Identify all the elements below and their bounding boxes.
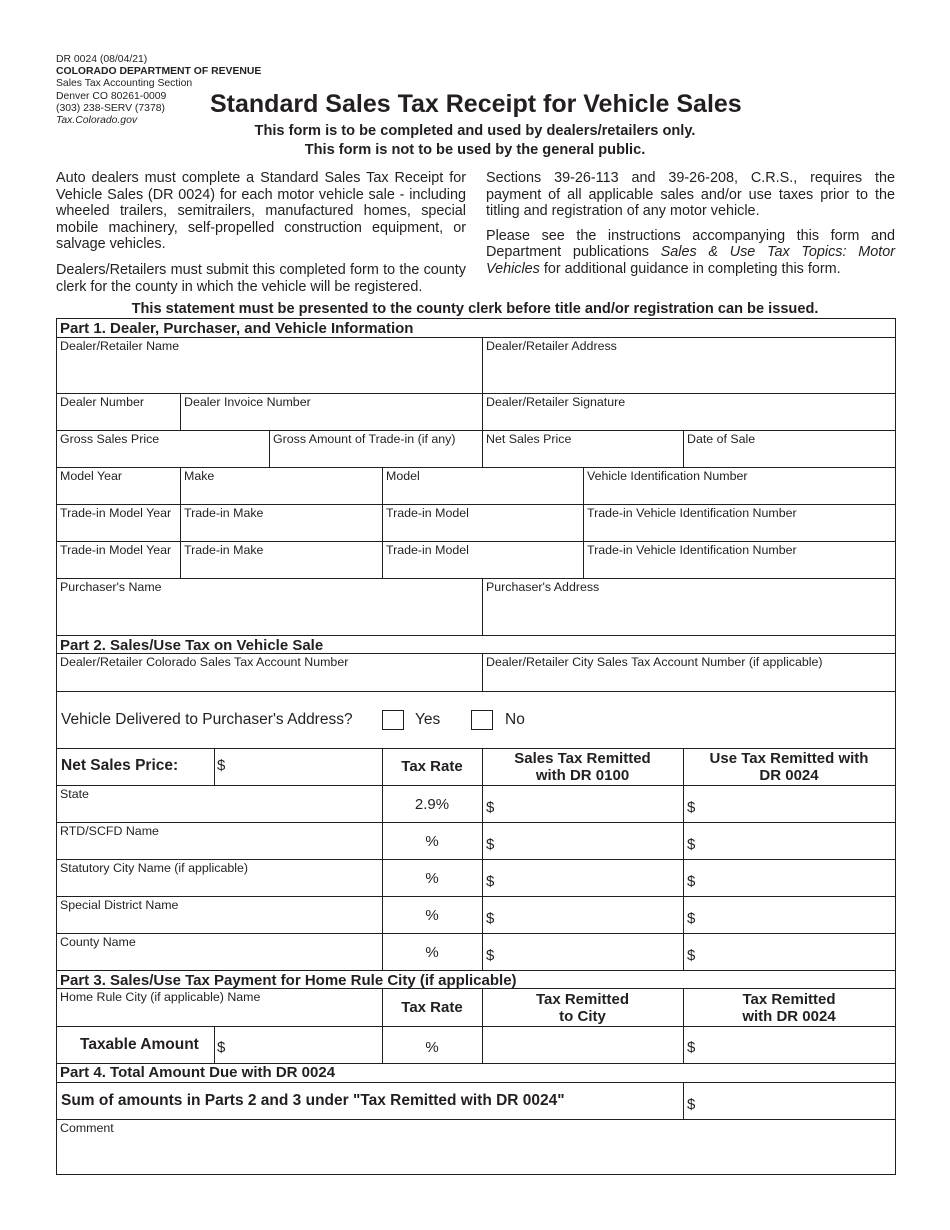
gross-sales-price-field[interactable]: Gross Sales Price bbox=[60, 432, 160, 446]
sales-tax-remitted-header bbox=[482, 750, 683, 784]
intro-right-text-b: for additional guidance in completing this form. bbox=[539, 260, 841, 277]
tax-remitted-city-line-1: Tax Remitted bbox=[535, 991, 630, 1008]
make-field[interactable]: Make bbox=[184, 469, 215, 483]
tax-remitted-to-city-input[interactable] bbox=[482, 1027, 683, 1062]
trade-in-model-field-1[interactable]: Trade-in Model bbox=[386, 506, 469, 520]
department-name: COLORADO DEPARTMENT OF REVENUE bbox=[56, 66, 262, 78]
rtd-scfd-name-field[interactable]: RTD/SCFD Name bbox=[60, 824, 159, 838]
state-sales-tax-input[interactable]: $ bbox=[486, 799, 495, 816]
home-rule-tax-remitted-input[interactable]: $ bbox=[687, 1039, 696, 1056]
website: Tax.Colorado.gov bbox=[56, 115, 138, 127]
tax-remitted-to-city-header bbox=[482, 991, 683, 1025]
city-sales-tax-account-field[interactable]: Dealer/Retailer City Sales Tax Account Number (if applicable) bbox=[486, 655, 823, 669]
trade-in-model-field-2[interactable]: Trade-in Model bbox=[386, 543, 469, 557]
section-name: Sales Tax Accounting Section bbox=[56, 78, 193, 90]
tax-remitted-dr-header bbox=[683, 991, 895, 1025]
part1-title: Part 1. Dealer, Purchaser, and Vehicle Information bbox=[60, 320, 414, 337]
presentation-statement: This statement must be presented to the county clerk before title and/or registration can be issued. bbox=[131, 301, 819, 317]
part4-title: Part 4. Total Amount Due with DR 0024 bbox=[60, 1064, 336, 1081]
dealer-name-field[interactable]: Dealer/Retailer Name bbox=[60, 339, 180, 353]
comment-field[interactable]: Comment bbox=[60, 1121, 114, 1135]
intro-right-column bbox=[486, 170, 895, 278]
form-table bbox=[56, 318, 896, 1175]
sales-tax-remitted-line-1: Sales Tax Remitted bbox=[514, 750, 651, 767]
no-label: No bbox=[505, 711, 525, 728]
county-name-field[interactable]: County Name bbox=[60, 935, 136, 949]
total-amount-due-input[interactable]: $ bbox=[687, 1096, 696, 1113]
rtd-use-tax-input[interactable]: $ bbox=[687, 836, 696, 853]
intro-left-paragraph-1: Auto dealers must complete a Standard Sales Tax Receipt for Vehicle Sales (DR 0024) for each motor vehicle sale - including wheeled trailers, semitrailers, manufactured homes, special mobile machinery, self-propelled construction equipment, or salvage vehicles. bbox=[56, 170, 466, 253]
trade-in-vin-field-2[interactable]: Trade-in Vehicle Identification Number bbox=[587, 543, 797, 557]
yes-checkbox[interactable] bbox=[382, 710, 404, 730]
no-checkbox[interactable] bbox=[471, 710, 493, 730]
trade-in-vin-field-1[interactable]: Trade-in Vehicle Identification Number bbox=[587, 506, 797, 520]
taxable-amount-label: Taxable Amount bbox=[80, 1036, 199, 1053]
model-field[interactable]: Model bbox=[386, 469, 420, 483]
taxable-amount-input[interactable]: $ bbox=[217, 1039, 226, 1056]
tax-remitted-dr-line-1: Tax Remitted bbox=[742, 991, 836, 1008]
dealer-invoice-field[interactable]: Dealer Invoice Number bbox=[184, 395, 311, 409]
net-sales-price-label: Net Sales Price: bbox=[61, 757, 179, 774]
subtitle-2: This form is not to be used by the general public. bbox=[304, 142, 646, 158]
date-of-sale-field[interactable]: Date of Sale bbox=[687, 432, 756, 446]
intro-right-text-a: Please see the instructions accompanying this form and Department publications bbox=[486, 227, 895, 261]
intro-right-paragraph-1: Sections 39-26-113 and 39-26-208, C.R.S., requires the payment of all applicable sales and/or use taxes prior to the titling and registration of any motor vehicle. bbox=[486, 170, 895, 220]
dealer-address-field[interactable]: Dealer/Retailer Address bbox=[486, 339, 617, 353]
rtd-tax-rate-input[interactable]: % bbox=[425, 833, 439, 850]
net-sales-price-input[interactable]: $ bbox=[217, 757, 226, 774]
purchaser-name-field[interactable]: Purchaser's Name bbox=[60, 580, 162, 594]
sales-tax-remitted-line-2: with DR 0100 bbox=[535, 767, 630, 784]
home-rule-tax-rate-input[interactable]: % bbox=[425, 1039, 439, 1056]
state-use-tax-input[interactable]: $ bbox=[687, 799, 696, 816]
vin-field[interactable]: Vehicle Identification Number bbox=[587, 469, 748, 483]
trade-in-model-year-field-1[interactable]: Trade-in Model Year bbox=[60, 506, 172, 520]
subtitle-1: This form is to be completed and used by dealers/retailers only. bbox=[254, 123, 696, 139]
trade-in-make-field-1[interactable]: Trade-in Make bbox=[184, 506, 264, 520]
special-district-sales-tax-input[interactable]: $ bbox=[486, 910, 495, 927]
rtd-sales-tax-input[interactable]: $ bbox=[486, 836, 495, 853]
county-use-tax-input[interactable]: $ bbox=[687, 947, 696, 964]
page-title: Standard Sales Tax Receipt for Vehicle Sales bbox=[210, 90, 742, 118]
delivered-question: Vehicle Delivered to Purchaser's Address? bbox=[61, 711, 353, 728]
dealer-number-field[interactable]: Dealer Number bbox=[60, 395, 145, 409]
gross-trade-in-field[interactable]: Gross Amount of Trade-in (if any) bbox=[273, 432, 456, 446]
net-sales-price-field[interactable]: Net Sales Price bbox=[486, 432, 572, 446]
form-id: DR 0024 (08/04/21) bbox=[56, 54, 148, 65]
intro-left-paragraph-2: Dealers/Retailers must submit this completed form to the county clerk for the county in which the vehicle will be registered. bbox=[56, 261, 466, 295]
use-tax-remitted-line-1: Use Tax Remitted with bbox=[709, 750, 869, 767]
intro-right-paragraph-2 bbox=[486, 228, 895, 278]
model-year-field[interactable]: Model Year bbox=[60, 469, 123, 483]
trade-in-model-year-field-2[interactable]: Trade-in Model Year bbox=[60, 543, 172, 557]
purchaser-address-field[interactable]: Purchaser's Address bbox=[486, 580, 600, 594]
use-tax-remitted-line-2: DR 0024 bbox=[759, 767, 819, 784]
tax-remitted-city-line-2: to City bbox=[559, 1008, 606, 1025]
tax-rate-header: Tax Rate bbox=[401, 758, 463, 775]
tax-remitted-dr-line-2: with DR 0024 bbox=[742, 1008, 836, 1025]
statutory-city-tax-rate-input[interactable]: % bbox=[425, 870, 439, 887]
county-tax-rate-input[interactable]: % bbox=[425, 944, 439, 961]
intro-right-publication: Sales & Use Tax Topics: Motor Vehicles bbox=[486, 244, 895, 277]
co-sales-tax-account-field[interactable]: Dealer/Retailer Colorado Sales Tax Account Number bbox=[60, 655, 349, 669]
part3-tax-rate-header: Tax Rate bbox=[401, 999, 463, 1016]
special-district-use-tax-input[interactable]: $ bbox=[687, 910, 696, 927]
phone-number: (303) 238-SERV (7378) bbox=[56, 102, 165, 114]
sum-amounts-label: Sum of amounts in Parts 2 and 3 under "Tax Remitted with DR 0024" bbox=[61, 1092, 565, 1109]
county-sales-tax-input[interactable]: $ bbox=[486, 947, 495, 964]
city-address: Denver CO 80261-0009 bbox=[56, 90, 167, 102]
statutory-city-sales-tax-input[interactable]: $ bbox=[486, 873, 495, 890]
special-district-name-field[interactable]: Special District Name bbox=[60, 898, 179, 912]
state-label: State bbox=[60, 787, 89, 801]
home-rule-city-name-field[interactable]: Home Rule City (if applicable) Name bbox=[60, 990, 261, 1004]
part2-title: Part 2. Sales/Use Tax on Vehicle Sale bbox=[60, 637, 324, 654]
trade-in-make-field-2[interactable]: Trade-in Make bbox=[184, 543, 264, 557]
use-tax-remitted-header bbox=[683, 750, 895, 784]
part3-title: Part 3. Sales/Use Tax Payment for Home Rule City (if applicable) bbox=[60, 972, 517, 989]
statutory-city-name-field[interactable]: Statutory City Name (if applicable) bbox=[60, 861, 248, 875]
state-tax-rate: 2.9% bbox=[414, 796, 450, 813]
dealer-signature-field[interactable]: Dealer/Retailer Signature bbox=[486, 395, 626, 409]
statutory-city-use-tax-input[interactable]: $ bbox=[687, 873, 696, 890]
intro-left-column bbox=[56, 170, 466, 295]
yes-label: Yes bbox=[415, 711, 441, 728]
special-district-tax-rate-input[interactable]: % bbox=[425, 907, 439, 924]
